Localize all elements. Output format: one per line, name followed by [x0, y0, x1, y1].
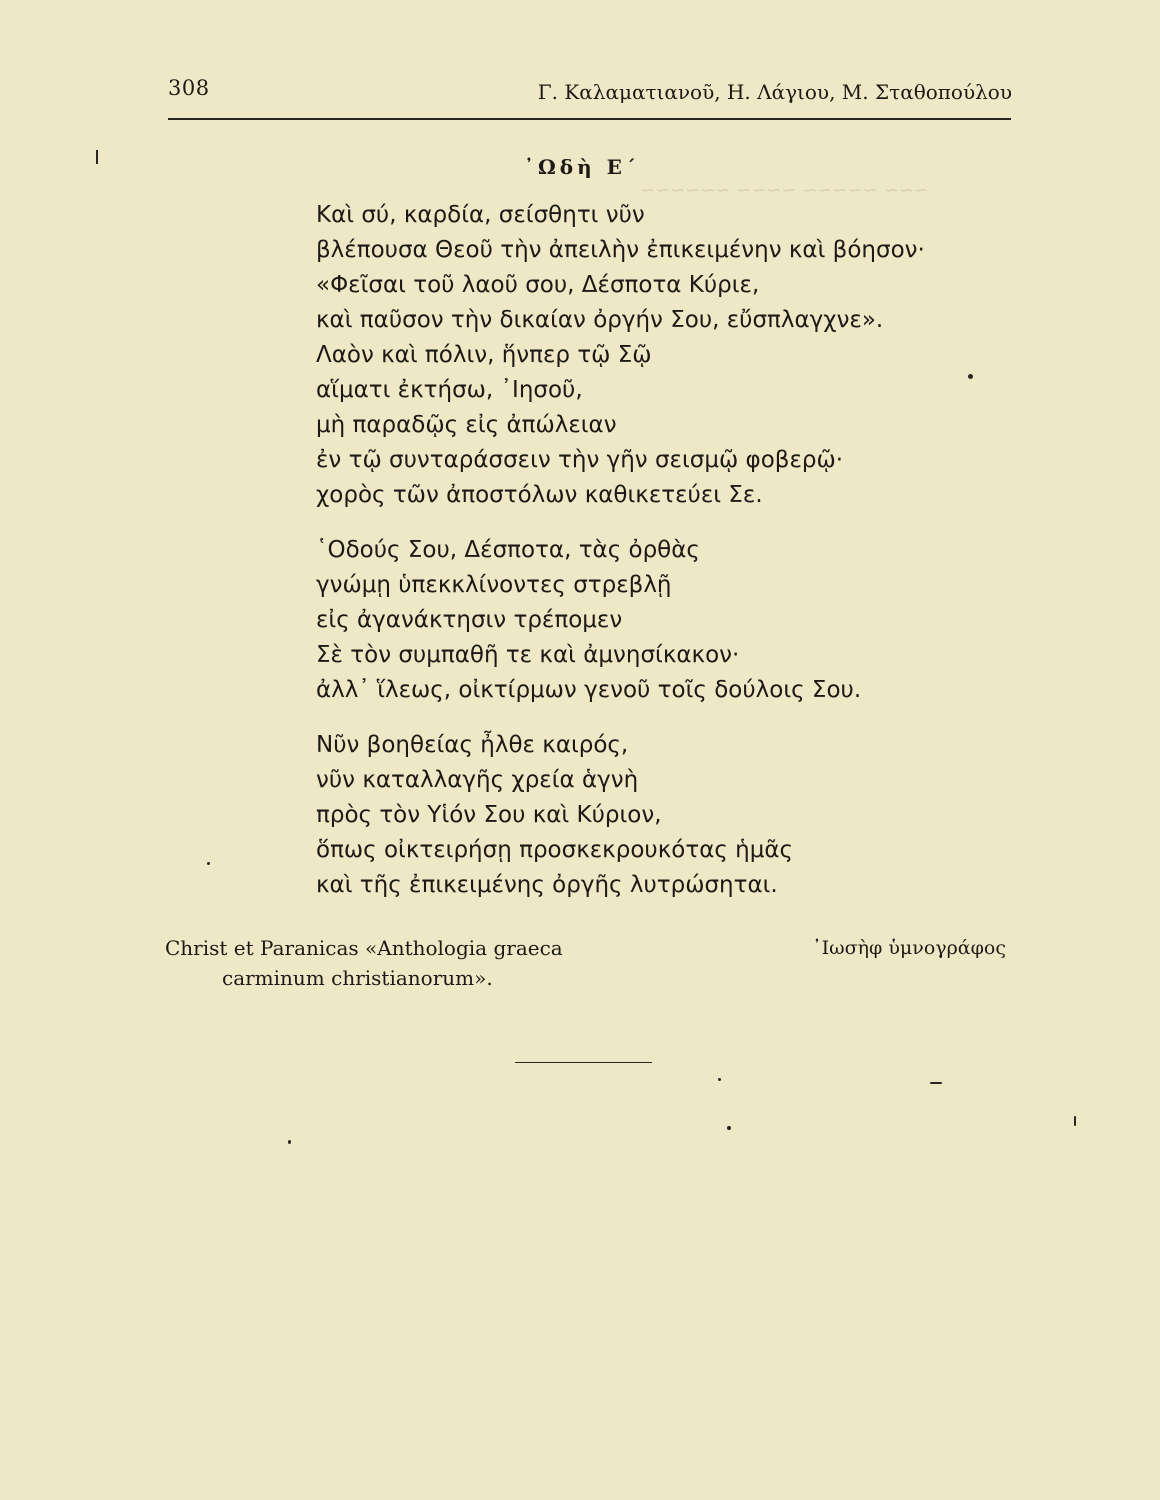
- hymnographer-attribution: ᾿Ιωσὴφ ὑμνογράφος: [812, 937, 1006, 959]
- ink-speck: [727, 1126, 731, 1130]
- poem-line: «Φεῖσαι τοῦ λαοῦ σου, Δέσποτα Κύριε,: [316, 272, 760, 298]
- poem-line: ῾Οδούς Σου, Δέσποτα, τὰς ὀρθὰς: [316, 537, 700, 563]
- poem: [316, 198, 956, 903]
- ink-speck: [1074, 1116, 1076, 1126]
- poem-line: ἐν τῷ συνταράσσειν τὴν γῆν σεισμῷ φοβερῷ·: [316, 447, 844, 473]
- poem-line: πρὸς τὸν Υἱόν Σου καὶ Κύριον,: [316, 802, 662, 828]
- ink-speck: [718, 1078, 721, 1081]
- poem-line: αἵματι ἐκτήσω, ᾿Ιησοῦ,: [316, 377, 583, 403]
- end-rule: [515, 1062, 652, 1063]
- ink-speck: [288, 1140, 291, 1144]
- running-header-authors: Γ. Καλαματιανοῦ, Η. Λάγιου, Μ. Σταθοπούλου: [537, 80, 1012, 104]
- poem-line: βλέπουσα Θεοῦ τὴν ἀπειλὴν ἐπικειμένην καὶ βόησον·: [316, 237, 925, 263]
- ink-speck: [930, 1082, 942, 1084]
- stanza-2: [316, 533, 956, 708]
- poem-line: χορὸς τῶν ἀποστόλων καθικετεύει Σε.: [316, 482, 763, 508]
- poem-line: ἀλλ᾿ ἵλεως, οἰκτίρμων γενοῦ τοῖς δούλοις Σου.: [316, 677, 862, 703]
- page-number: 308: [168, 76, 210, 100]
- poem-line: καὶ παῦσον τὴν δικαίαν ὀργήν Σου, εὔσπλαγχνε».: [316, 307, 884, 333]
- poem-line: Καὶ σύ, καρδία, σείσθητι νῦν: [316, 202, 645, 228]
- stanza-1: [316, 198, 956, 513]
- source-citation: [165, 933, 563, 993]
- ink-speck: [207, 862, 210, 865]
- show-through-text: ~~~ ~~~~~ ~~~~ ~~~~~~: [640, 180, 929, 201]
- poem-line: νῦν καταλλαγῆς χρεία ἁγνὴ: [316, 767, 639, 793]
- citation-line: carminum christianorum».: [222, 966, 493, 990]
- poem-line: γνώμῃ ὑπεκκλίνοντες στρεβλῇ: [316, 572, 672, 598]
- poem-line: ὅπως οἰκτειρήσῃ προσκεκρουκότας ἡμᾶς: [316, 837, 794, 863]
- poem-line: Λαὸν καὶ πόλιν, ἥνπερ τῷ Σῷ: [316, 342, 652, 368]
- poem-line: Σὲ τὸν συμπαθῆ τε καὶ ἀμνησίκακον·: [316, 642, 740, 668]
- stanza-3: [316, 728, 956, 903]
- poem-line: μὴ παραδῷς εἰς ἀπώλειαν: [316, 412, 617, 438]
- citation-line: Christ et Paranicas «Anthologia graeca: [165, 936, 563, 960]
- header-rule: [168, 118, 1011, 120]
- poem-line: καὶ τῆς ἐπικειμένης ὀργῆς λυτρώσηται.: [316, 872, 778, 898]
- ink-speck: [968, 374, 973, 379]
- margin-mark: [96, 150, 98, 164]
- poem-line: εἰς ἀγανάκτησιν τρέπομεν: [316, 607, 623, 633]
- poem-line: Νῦν βοηθείας ἦλθε καιρός,: [316, 732, 629, 758]
- ode-title: ᾿Ωδὴ Ε΄: [524, 155, 640, 179]
